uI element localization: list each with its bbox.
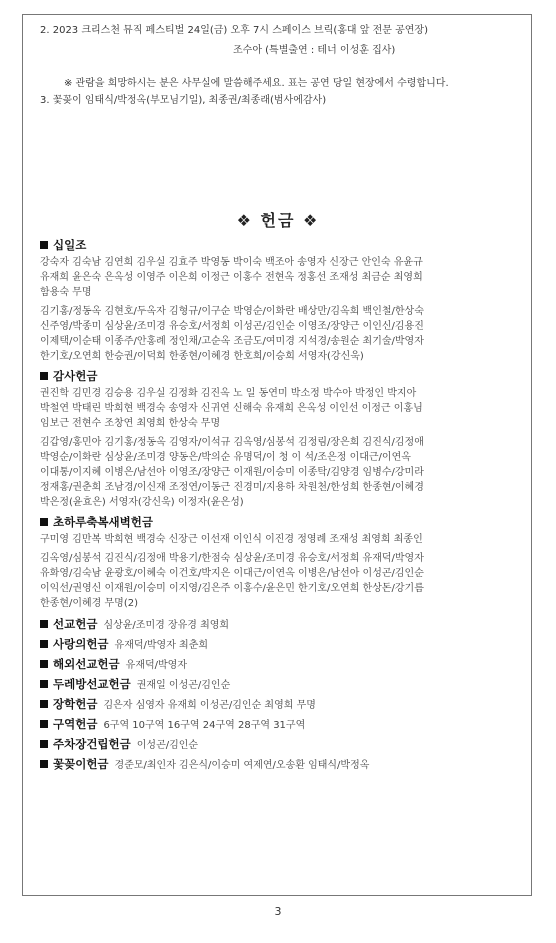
section-overseas-mission: 해외선교헌금 유재덕/박영자 (40, 656, 187, 672)
square-bullet-icon (40, 660, 48, 668)
square-bullet-icon (40, 740, 48, 748)
thanks-line: 박철연 박태린 박희현 백경숙 송영자 신귀연 신해숙 유재희 은옥성 이인선 이정근 이홍님 (40, 403, 423, 414)
dawn-offering-line: 유화영/김숙남 윤광호/이혜숙 이건호/박지은 이대근/이연옥 이병은/남선아 이성곤/김인순 (40, 568, 424, 579)
announcement-item-3: 3. 꽃꽂이 임태식/박정옥(부모님기일), 최종권/최종래(범사에감사) (40, 95, 327, 106)
section-title-thanks: 감사헌금 (40, 368, 97, 384)
announcement-item-2-detail: 조수아 (특별출연 : 테너 이성훈 집사) (233, 45, 396, 56)
tithe-line: 김기홍/정동옥 김현호/두옥자 김형규/이구순 박영순/이화란 배상만/김옥희 백인철/한상숙 (40, 306, 424, 317)
dawn-offering-line: 구미영 김만복 박희현 백경숙 신장근 이선재 이인식 이진경 정영례 조재성 최영희 최종인 (40, 534, 423, 545)
square-bullet-icon (40, 241, 48, 249)
square-bullet-icon (40, 700, 48, 708)
square-bullet-icon (40, 720, 48, 728)
thanks-line: 권진학 김민경 김승용 김우실 김정화 김진옥 노 일 동연미 박소정 박수아 박정인 박지아 (40, 388, 417, 399)
tithe-line: 한기호/오연희 한승권/이덕희 한종현/이혜경 한호희/이승희 서영자(강신욱) (40, 351, 364, 362)
tithe-line: 신주영/박종미 심상윤/조미경 유승호/서정희 이성곤/김인순 이영조/장양근 이인신/김용진 (40, 321, 424, 332)
offering-heading: ❖ 헌금 ❖ (236, 211, 320, 230)
tithe-line: 이제택/이순태 이종주/안홍례 정인채/고순옥 조금도/여미경 지석경/송원순 최기술/박영자 (40, 336, 424, 347)
dawn-offering-line: 김옥영/심봉석 김진식/김정애 박용기/한점숙 심상윤/조미경 유승호/서정희 유재덕/박영자 (40, 553, 424, 564)
section-love: 사랑의헌금 유재덕/박영자 최춘희 (40, 636, 208, 652)
tithe-line: 함용숙 무명 (40, 287, 92, 298)
thanks-line: 정재홍/권춘희 조남경/이신재 조정연/이동근 진경미/지용하 차원천/한성희 한종현/이혜경 (40, 482, 424, 493)
section-title-dawn-offering: 초하루축복새벽헌금 (40, 514, 153, 530)
section-parking: 주차장건립헌금 이성곤/김인순 (40, 736, 198, 752)
section-flower: 꽃꽂이헌금 경준모/최인자 김은식/이승미 여제연/오송환 임태식/박정옥 (40, 756, 369, 772)
thanks-line: 임보근 전현수 조창연 최영희 한상숙 무명 (40, 418, 221, 429)
page-number: 3 (274, 905, 282, 918)
thanks-line: 박영순/이화란 심상윤/조미경 양동은/박의순 유명덕/이 청 이 석/조은정 이대근/이연옥 (40, 452, 411, 463)
square-bullet-icon (40, 760, 48, 768)
square-bullet-icon (40, 640, 48, 648)
square-bullet-icon (40, 518, 48, 526)
section-scholarship: 장학헌금 김은자 심영자 유재희 이성곤/김인순 최영희 무명 (40, 696, 316, 712)
square-bullet-icon (40, 372, 48, 380)
dawn-offering-line: 이익선/권영신 이재원/이승미 이지영/김은주 이홍수/윤은민 한기호/오연희 한상돈/강기름 (40, 583, 424, 594)
tithe-line: 유재희 윤은숙 은옥성 이영주 이은희 이정근 이홍수 전현옥 정홍선 조재성 최금순 최영희 (40, 272, 423, 283)
tithe-line: 강숙자 김숙남 김연희 김우실 김효주 박영동 박이숙 백조아 송영자 신장근 안인숙 유윤규 (40, 257, 423, 268)
square-bullet-icon (40, 620, 48, 628)
thanks-line: 이대통/이지혜 이병은/남선아 이영조/장양근 이재원/이승미 이종탁/김양경 임병수/강미라 (40, 467, 424, 478)
section-durebang: 두레방선교헌금 권재일 이성곤/김인순 (40, 676, 230, 692)
thanks-line: 박은정(윤효은) 서영자(강신욱) 이정자(윤은성) (40, 497, 244, 508)
dawn-offering-line: 한종현/이혜경 무명(2) (40, 598, 138, 609)
section-title-tithe: 십일조 (40, 237, 86, 253)
thanks-line: 김갑영/홍민아 김기홍/정동옥 김영자/이석규 김옥영/심봉석 김정림/장은희 김진식/김정애 (40, 437, 424, 448)
announcement-note: ※ 관람을 희망하시는 분은 사무실에 말씀해주세요. 표는 공연 당일 현장에서 수령합니다. (64, 78, 449, 89)
announcement-item-2: 2. 2023 크리스천 뮤직 페스티벌 24일(금) 오후 7시 스페이스 브릭(홍대 앞 전문 공연장) (40, 25, 428, 36)
square-bullet-icon (40, 680, 48, 688)
section-district: 구역헌금 6구역 10구역 16구역 24구역 28구역 31구역 (40, 716, 305, 732)
section-mission: 선교헌금 심상윤/조미경 장유경 최영희 (40, 616, 229, 632)
